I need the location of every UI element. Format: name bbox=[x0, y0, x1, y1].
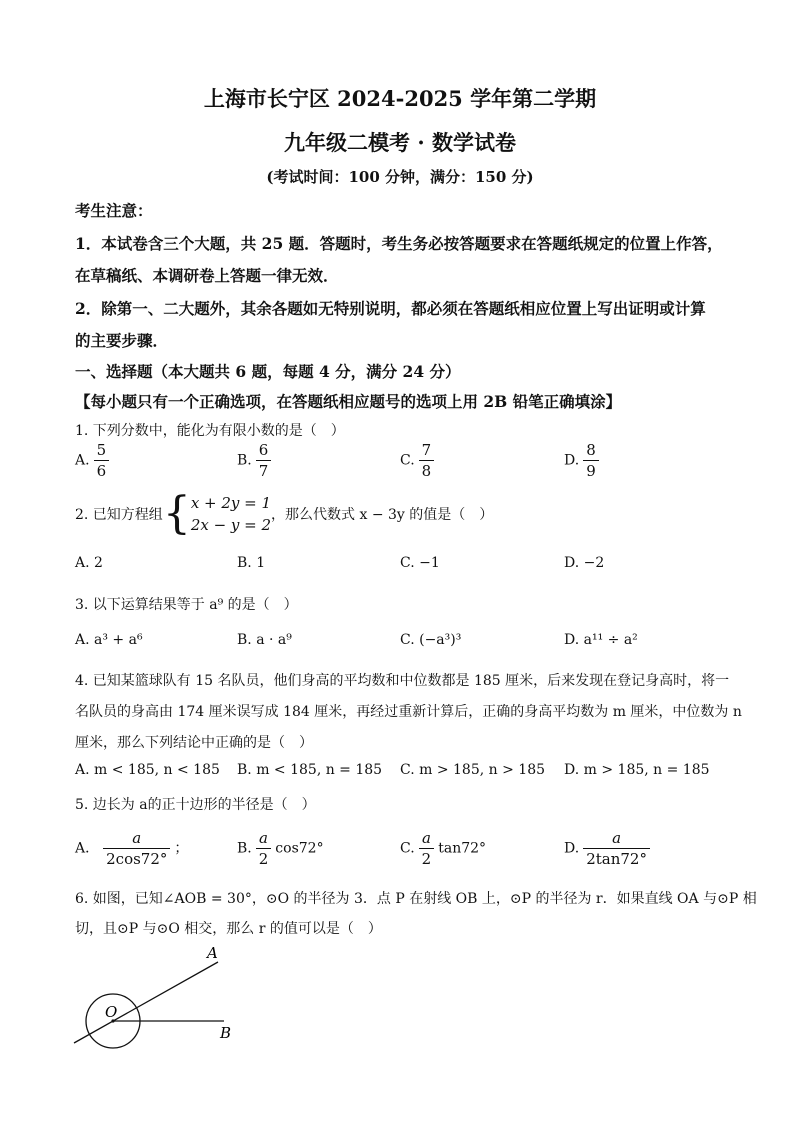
q6-line-1: 6. 如图，已知∠AOB = 30°，⊙O 的半径为 3．点 P 在射线 OB 上，⊙P 的半径为 r．如果直线 OA 与⊙P 相 bbox=[75, 891, 757, 907]
exam-subtitle: 九年级二模考 · 数学试卷 bbox=[284, 130, 516, 155]
q4-line-1: 4. 已知某篮球队有 15 名队员，他们身高的平均数和中位数都是 185 厘米，后来发现在登记身高时，将一 bbox=[75, 673, 730, 689]
notice-item-1-line-1: 1．本试卷含三个大题，共 25 题．答题时，考生务必按答题要求在答题纸规定的位置上作答， bbox=[75, 234, 723, 253]
q2-stem: 2. 已知方程组{ x + 2y = 1 2x − y = 2 ，那么代数式 x − 3y 的值是（ ） bbox=[75, 488, 494, 539]
q6-figure bbox=[60, 940, 260, 1060]
notice-item-2-line-2: 的主要步骤． bbox=[75, 331, 169, 350]
q5-stem: 5. 边长为 a的正十边形的半径是（ ） bbox=[75, 797, 316, 813]
q3-option-d: D. a¹¹ ÷ a² bbox=[564, 632, 638, 648]
q4-line-3: 厘米，那么下列结论中正确的是（ ） bbox=[75, 735, 313, 751]
section-1-instruction: 【每小题只有一个正确选项，在答题纸相应题号的选项上用 2B 铅笔正确填涂】 bbox=[75, 392, 622, 411]
label-o: O bbox=[105, 1003, 118, 1021]
q5-option-d: D. $\frac{a}{2\tan 72^\circ}$ bbox=[564, 828, 654, 869]
q6-line-2: 切，且⊙P 与⊙O 相交，那么 r 的值可以是（ ） bbox=[75, 921, 382, 937]
section-1-heading: 一、选择题（本大题共 6 题，每题 4 分，满分 24 分） bbox=[75, 362, 461, 381]
q4-option-b: B. m < 185, n = 185 bbox=[237, 762, 383, 778]
notice-item-1-line-2: 在草稿纸、本调研卷上答题一律无效． bbox=[75, 266, 339, 285]
q4-option-a: A. m < 185, n < 185 bbox=[75, 762, 220, 778]
q1-stem: 1. 下列分数中，能化为有限小数的是（ ） bbox=[75, 423, 345, 439]
q2-option-a: A. 2 bbox=[75, 555, 103, 571]
ray-oa bbox=[74, 962, 218, 1043]
q1-option-c: C. $\frac{7}{8}$ bbox=[400, 440, 438, 481]
q5-option-c: C. $\frac{a}{2}$ tan72° bbox=[400, 829, 487, 868]
q2-option-d: D. −2 bbox=[564, 555, 605, 571]
q3-stem: 3. 以下运算结果等于 a⁹ 的是（ ） bbox=[75, 597, 298, 613]
q5-option-a: A． $\frac{a}{2\cos 72^\circ}$ ； bbox=[75, 829, 189, 868]
exam-time-info: (考试时间：100 分钟，满分：150 分) bbox=[266, 168, 534, 186]
q3-option-c: C. (−a³)³ bbox=[400, 632, 462, 648]
q3-option-b: B. a · a⁹ bbox=[237, 632, 292, 648]
q2-option-c: C. −1 bbox=[400, 555, 440, 571]
q1-option-b: B. $\frac{6}{7}$ bbox=[237, 440, 275, 481]
label-b: B bbox=[220, 1024, 232, 1042]
q3-option-a: A. a³ + a⁶ bbox=[75, 632, 143, 648]
q4-option-d: D. m > 185, n = 185 bbox=[564, 762, 710, 778]
notice-item-2-line-1: 2．除第一、二大题外，其余各题如无特别说明，都必须在答题纸相应位置上写出证明或计算 bbox=[75, 299, 706, 318]
exam-title: 上海市长宁区 2024-2025 学年第二学期 bbox=[203, 86, 597, 111]
q4-line-2: 名队员的身高由 174 厘米误写成 184 厘米，再经过重新计算后，正确的身高平均数为 m 厘米，中位数为 n bbox=[75, 704, 742, 720]
q1-option-a: A. $\frac{5}{6}$ bbox=[75, 440, 113, 481]
q1-option-d: D. $\frac{8}{9}$ bbox=[564, 440, 603, 481]
q5-option-b: B. $\frac{a}{2}$ cos72° bbox=[237, 829, 324, 868]
q2-option-b: B. 1 bbox=[237, 555, 266, 571]
label-a: A bbox=[207, 944, 218, 962]
notice-heading: 考生注意： bbox=[75, 201, 153, 220]
q4-option-c: C. m > 185, n > 185 bbox=[400, 762, 546, 778]
